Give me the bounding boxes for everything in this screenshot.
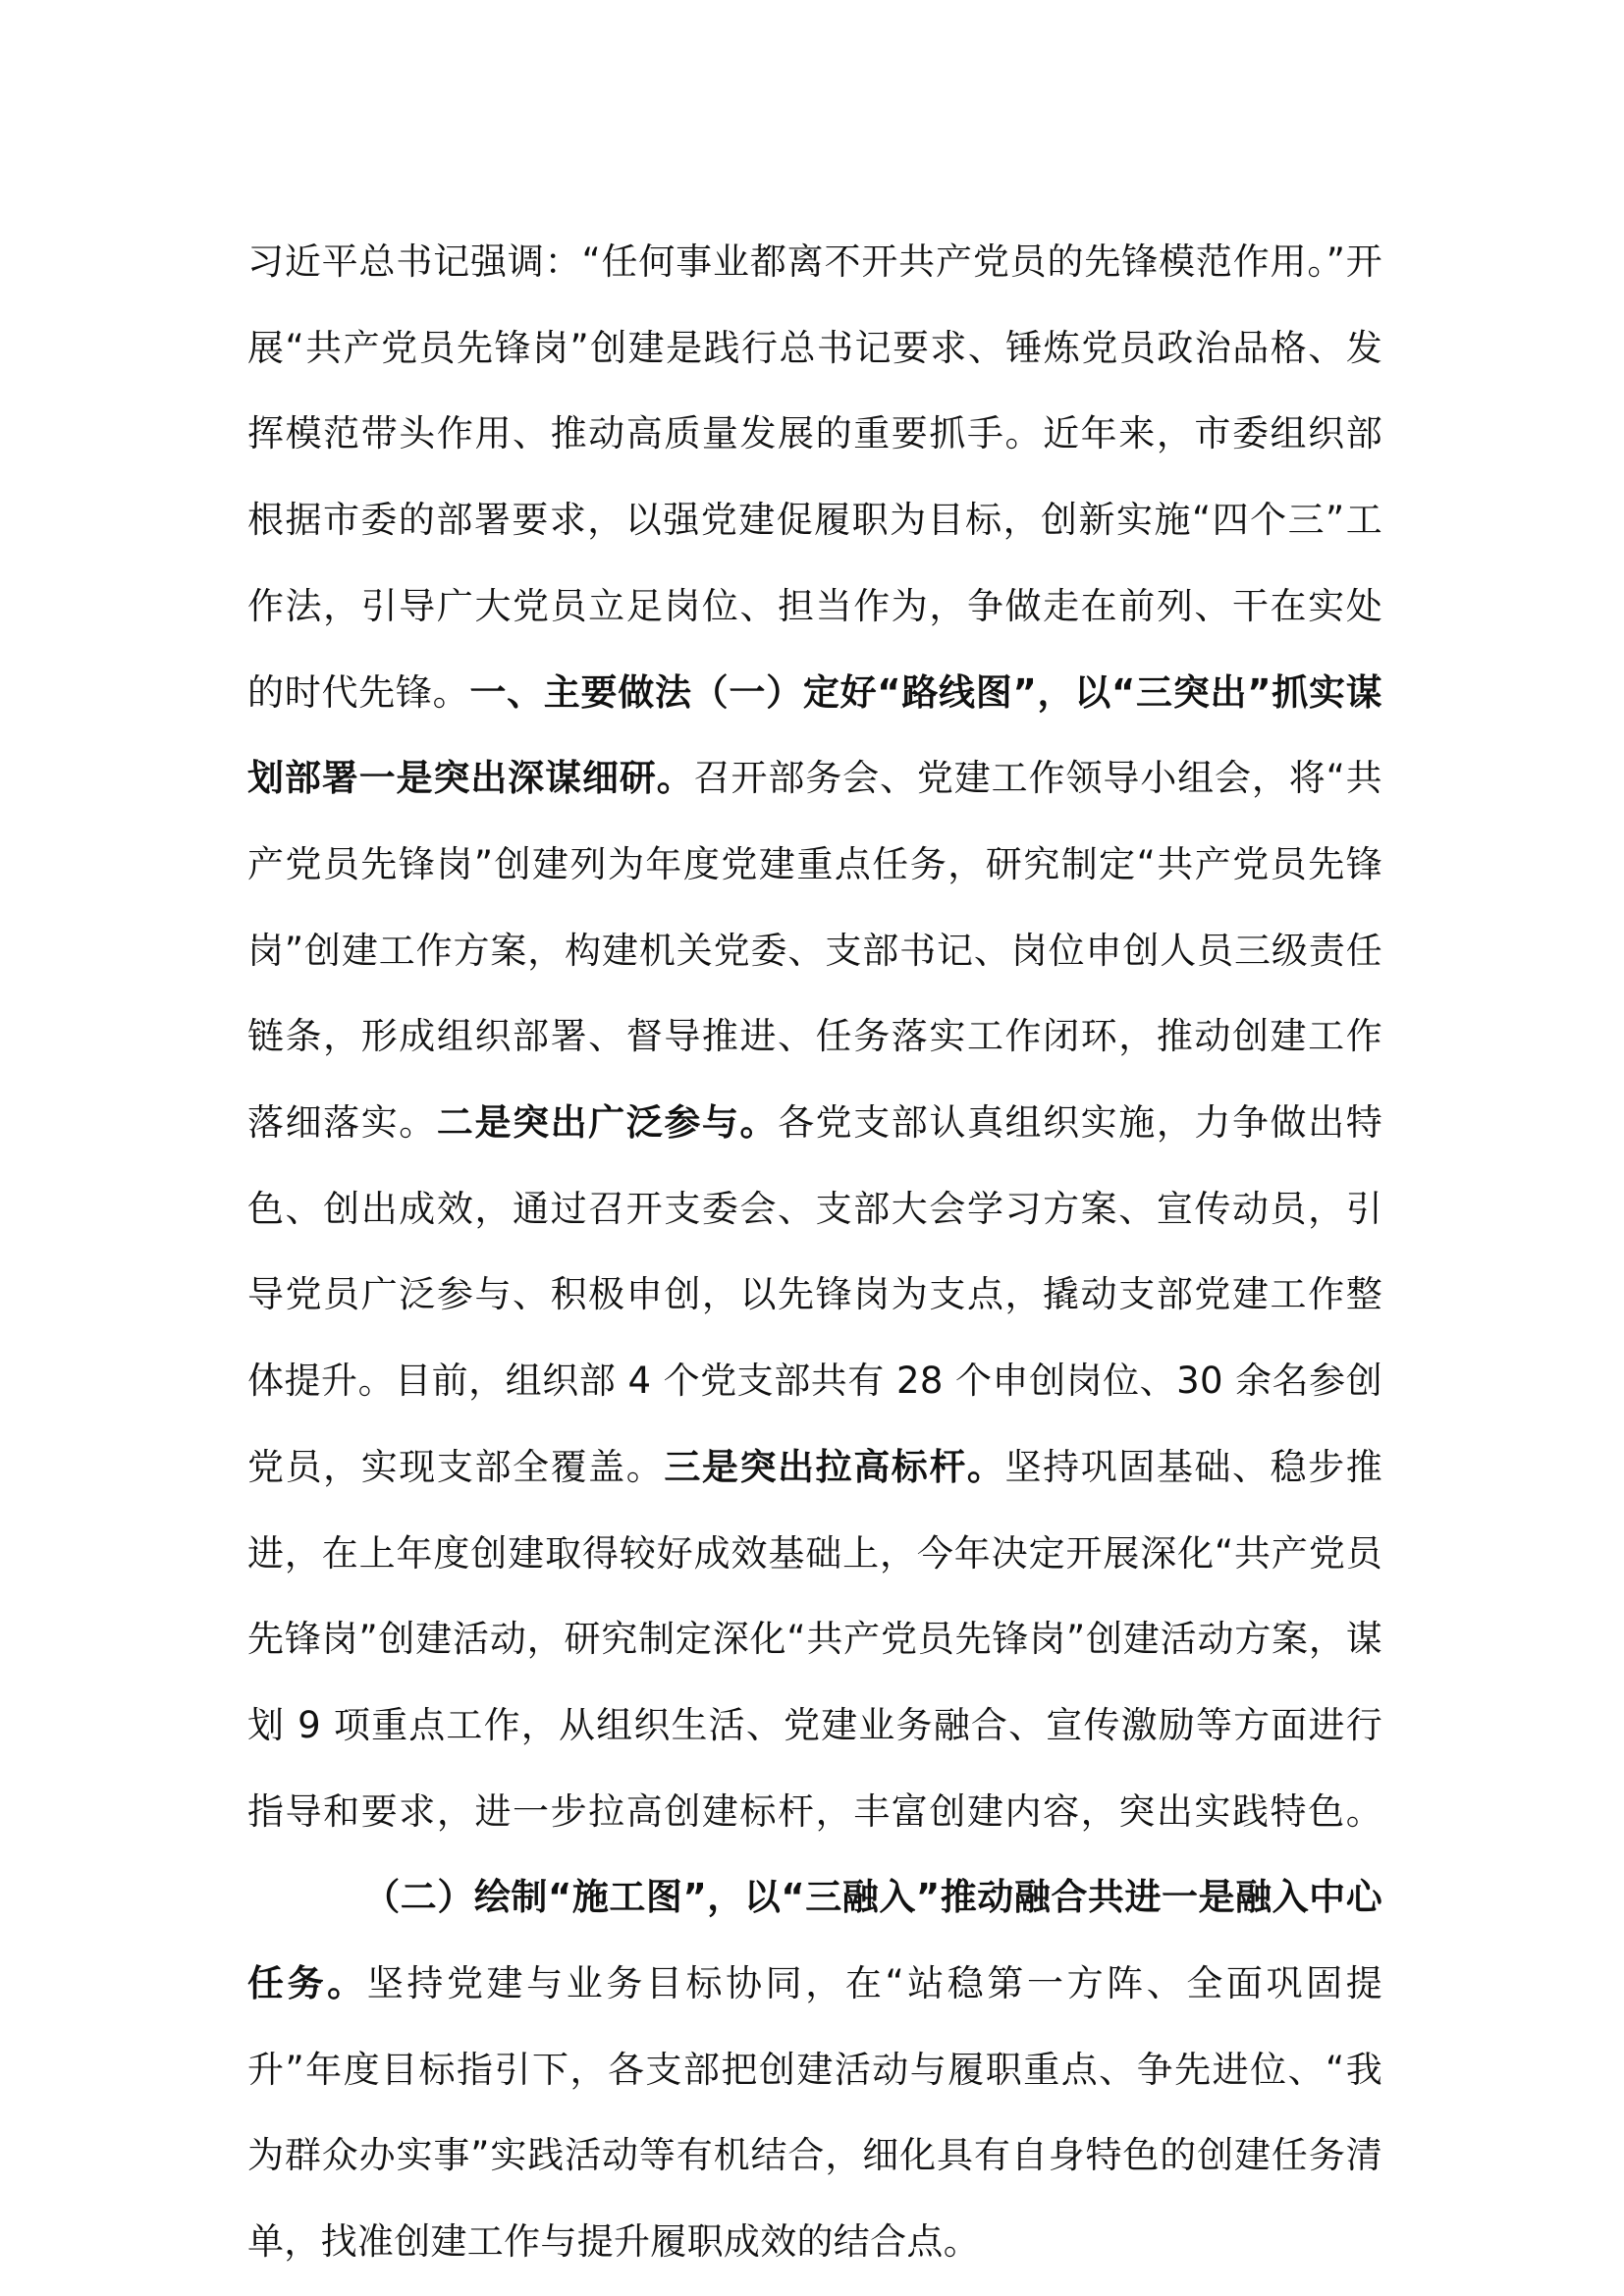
paragraph-text: 召开部务会、党建工作领导小组会，将“共产党员先锋岗”创建列为年度党建重点任务，研究制定“共产党员先锋岗”创建工作方案，构建机关党委、支部书记、岗位申创人员三级责任链条，形成组织部署、督导推进、任务落实工作闭环，推动创建工作落细落实。: [247, 757, 1382, 1145]
paragraph-text: 坚持巩固基础、稳步推进，在上年度创建取得较好成效基础上，今年决定开展深化“共产党员先锋岗”创建活动，研究制定深化“共产党员先锋岗”创建活动方案，谋划 9 项重点工作，从组织生活、党建业务融合、宣传激励等方面进行指导和要求，进一步拉高创建标杆，丰富创建内容，突出实践特色。: [247, 1445, 1382, 1833]
bold-heading: （二）绘制“施工图”，以“三融入”推动融合共进一是融入中心任务。: [247, 1876, 1382, 2005]
bold-heading: 一、主要做法（一）定好“路线图”，以“三突出”抓实谋划部署一是突出深谋细研。: [247, 670, 1382, 800]
paragraph-text: 各党支部认真组织实施，力争做出特色、创出成效，通过召开支委会、支部大会学习方案、宣传动员，引导党员广泛参与、积极申创，以先锋岗为支点，撬动支部党建工作整体提升。目前，组织部 4 个党支部共有 28 个申创岗位、30 余名参创党员，实现支部全覆盖。: [247, 1101, 1383, 1488]
bold-heading: 三是突出拉高标杆。: [664, 1445, 1005, 1488]
paragraph-text: 习近平总书记强调：“任何事业都离不开共产党员的先锋模范作用。”开展“共产党员先锋岗”创建是践行总书记要求、锤炼党员政治品格、发挥模范带头作用、推动高质量发展的重要抓手。近年来，市委组织部根据市委的部署要求，以强党建促履职为目标，创新实施“四个三”工作法，引导广大党员立足岗位、担当作为，争做走在前列、干在实处的时代先锋。: [247, 240, 1382, 714]
paragraph-text: 坚持党建与业务目标协同，在“站稳第一方阵、全面巩固提升”年度目标指引下，各支部把创建活动与履职重点、争先进位、“我为群众办实事”实践活动等有机结合，细化具有自身特色的创建任务清单，找准创建工作与提升履职成效的结合点。: [247, 1962, 1383, 2264]
bold-heading: 二是突出广泛参与。: [436, 1101, 779, 1145]
body-paragraph: [247, 219, 1382, 2285]
